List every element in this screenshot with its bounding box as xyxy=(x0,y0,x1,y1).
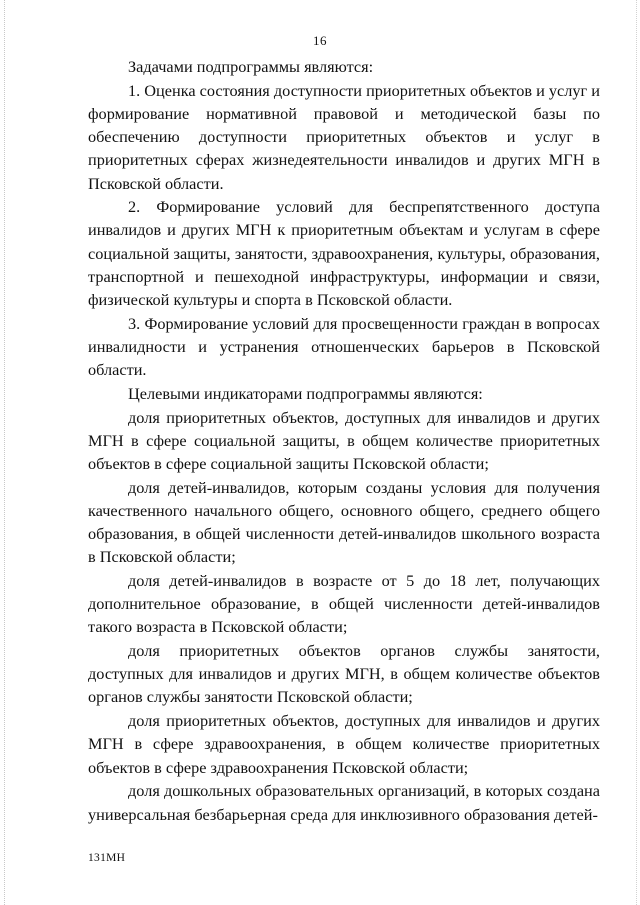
paragraph-indicator-preschool: доля дошкольных образовательных организаций, в которых создана универсальная безбарьерная среда для инклюзивного образования детей- xyxy=(88,781,600,824)
paragraph-indicators-intro: Целевыми индикаторами подпрограммы являются: xyxy=(128,383,483,403)
scan-edge-right xyxy=(634,0,637,905)
body-text xyxy=(88,55,600,826)
paragraph-indicator-healthcare: доля приоритетных объектов, доступных для инвалидов и других МГН в сфере здравоохранения, в общем количестве приоритетных объектов в сфере здравоохранения Псковской области; xyxy=(88,711,600,777)
paragraph-indicator-education: доля детей-инвалидов, которым созданы условия для получения качественного начального общего, основного общего, среднего общего образования, в общей численности детей-инвалидов школьного возраста в Псковской области; xyxy=(88,477,600,567)
page-number: 16 xyxy=(313,33,327,48)
paragraph-tasks-intro: Задачами подпрограммы являются: xyxy=(128,57,374,76)
paragraph-task-3: 3. Формирование условий для просвещенности граждан в вопросах инвалидности и устранения отношенческих барьеров в Псковской области. xyxy=(88,313,600,380)
paragraph-task-2: 2. Формирование условий для беспрепятственного доступа инвалидов и других МГН к приоритетным объектам и услугам в сфере социальной защиты, занятости, здравоохранения, культуры, образования, транспортной и пешеходной инфраструктуры, информации и связи, физической культуры и спорта в Псковской области. xyxy=(88,197,600,310)
footer-code: 131МН xyxy=(88,852,126,864)
paragraph-task-1: 1. Оценка состояния доступности приоритетных объектов и услуг и формирование нормативной правовой и методической базы по обеспечению доступности приоритетных объектов и услуг в приоритетных сферах жизнедеятельности инвалидов и других МГН в Псковской области. xyxy=(88,80,600,193)
paragraph-indicator-additional-education: доля детей-инвалидов в возрасте от 5 до 18 лет, получающих дополнительное образование, в общей численности детей-инвалидов такого возраста в Псковской области; xyxy=(88,570,600,637)
scan-edge-left xyxy=(4,0,7,905)
paragraph-indicator-social: доля приоритетных объектов, доступных для инвалидов и других МГН в сфере социальной защиты, в общем количестве приоритетных объектов в сфере социальной защиты Псковской области; xyxy=(88,407,600,473)
paragraph-indicator-employment: доля приоритетных объектов органов службы занятости, доступных для инвалидов и других МГН, в общем количестве объектов органов службы занятости Псковской области; xyxy=(88,641,600,707)
